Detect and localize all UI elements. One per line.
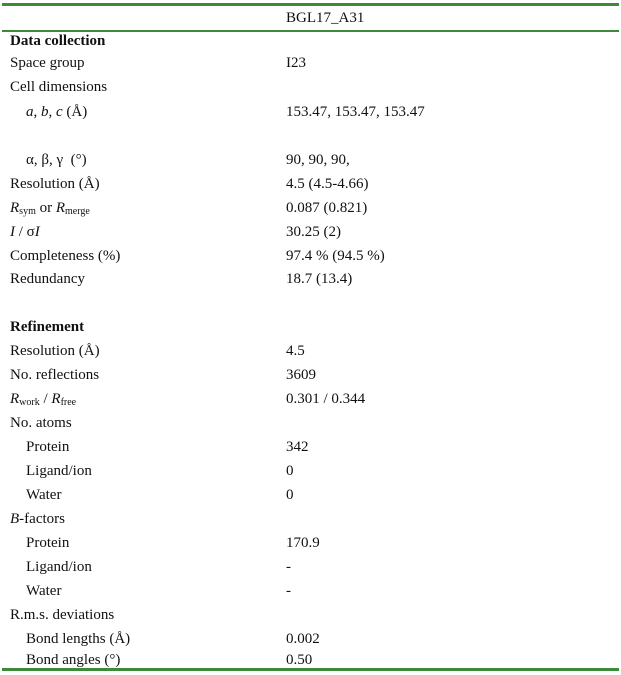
row-value: 18.7 (13.4) [286,271,353,287]
row-value: 153.47, 153.47, 153.47 [286,104,425,120]
row-label: Ligand/ion [26,463,92,479]
row-label: Resolution (Å) [10,176,100,192]
row-label: No. reflections [10,367,100,383]
table-top-rule [2,3,619,6]
row-label: Ligand/ion [26,559,92,575]
row-value: 0.002 [286,631,320,647]
row-value: 4.5 [286,343,305,359]
row-label: I / σI [10,224,40,240]
table-row-atoms-protein [10,436,611,458]
row-value: 30.25 (2) [286,224,341,240]
table-row-i-sigma [10,221,611,243]
row-value: 342 [286,439,309,455]
table-row-rms [10,604,611,626]
row-label: $R_{sym}$ or $R_{merge}$ [10,200,90,217]
row-label: α, β, γ (°) [26,152,87,168]
table-row-bond-angles [10,652,611,668]
row-value: 90, 90, 90, [286,152,350,168]
row-label: Completeness (%) [10,248,121,264]
table-bottom-rule [2,668,619,671]
row-value: 0.301 / 0.344 [286,391,366,407]
table-row-resolution [10,173,611,195]
row-label: $R_{work} / R_{free}$ [10,391,77,408]
table-row-rwork-rfree [10,388,611,410]
table-row-abc [10,101,611,123]
row-label: Protein [26,535,70,551]
row-label: Space group [10,55,85,71]
table-row-refine-resolution [10,340,611,362]
table-row-space-group [10,52,611,74]
table-row-angles [10,149,611,171]
row-value: 97.4 % (94.5 %) [286,248,385,264]
row-label: Redundancy [10,271,85,287]
row-label: a, b, c (Å) [26,104,88,120]
table-row-bond-lengths [10,628,611,650]
row-value: 0.087 (0.821) [286,200,368,216]
row-label: Resolution (Å) [10,343,100,359]
row-label: Bond angles (°) [26,652,121,668]
table-row-rsym [10,197,611,219]
row-value: - [286,583,291,599]
column-header: BGL17_A31 [286,10,365,26]
section-title-refinement [10,316,611,338]
row-label: Water [26,583,62,599]
table-row-b-protein [10,532,611,554]
row-value: 3609 [286,367,316,383]
row-value: 170.9 [286,535,320,551]
table-row-atoms-water [10,484,611,506]
row-value: 0.50 [286,652,313,668]
section-title: Refinement [10,319,85,335]
row-value: I23 [286,55,306,71]
table-row-completeness [10,245,611,267]
row-label: No. atoms [10,415,72,431]
row-label: Water [26,487,62,503]
row-label: Cell dimensions [10,79,108,95]
row-label: R.m.s. deviations [10,607,115,623]
row-label: Protein [26,439,70,455]
table-row-cell-dimensions [10,76,611,98]
section-title: Data collection [10,33,106,49]
row-label: Bond lengths (Å) [26,631,131,647]
table-row-no-atoms [10,412,611,434]
section-title-data-collection [10,30,611,52]
row-label: B-factors [10,511,65,527]
table-row-b-factors [10,508,611,530]
row-value: - [286,559,291,575]
table-row-redundancy [10,268,611,290]
row-value: 0 [286,487,294,503]
table-row-b-water [10,580,611,602]
row-value: 0 [286,463,294,479]
table-row-b-ligand [10,556,611,578]
table-row-reflections [10,364,611,386]
row-value: 4.5 (4.5-4.66) [286,176,369,192]
table-row-atoms-ligand [10,460,611,482]
